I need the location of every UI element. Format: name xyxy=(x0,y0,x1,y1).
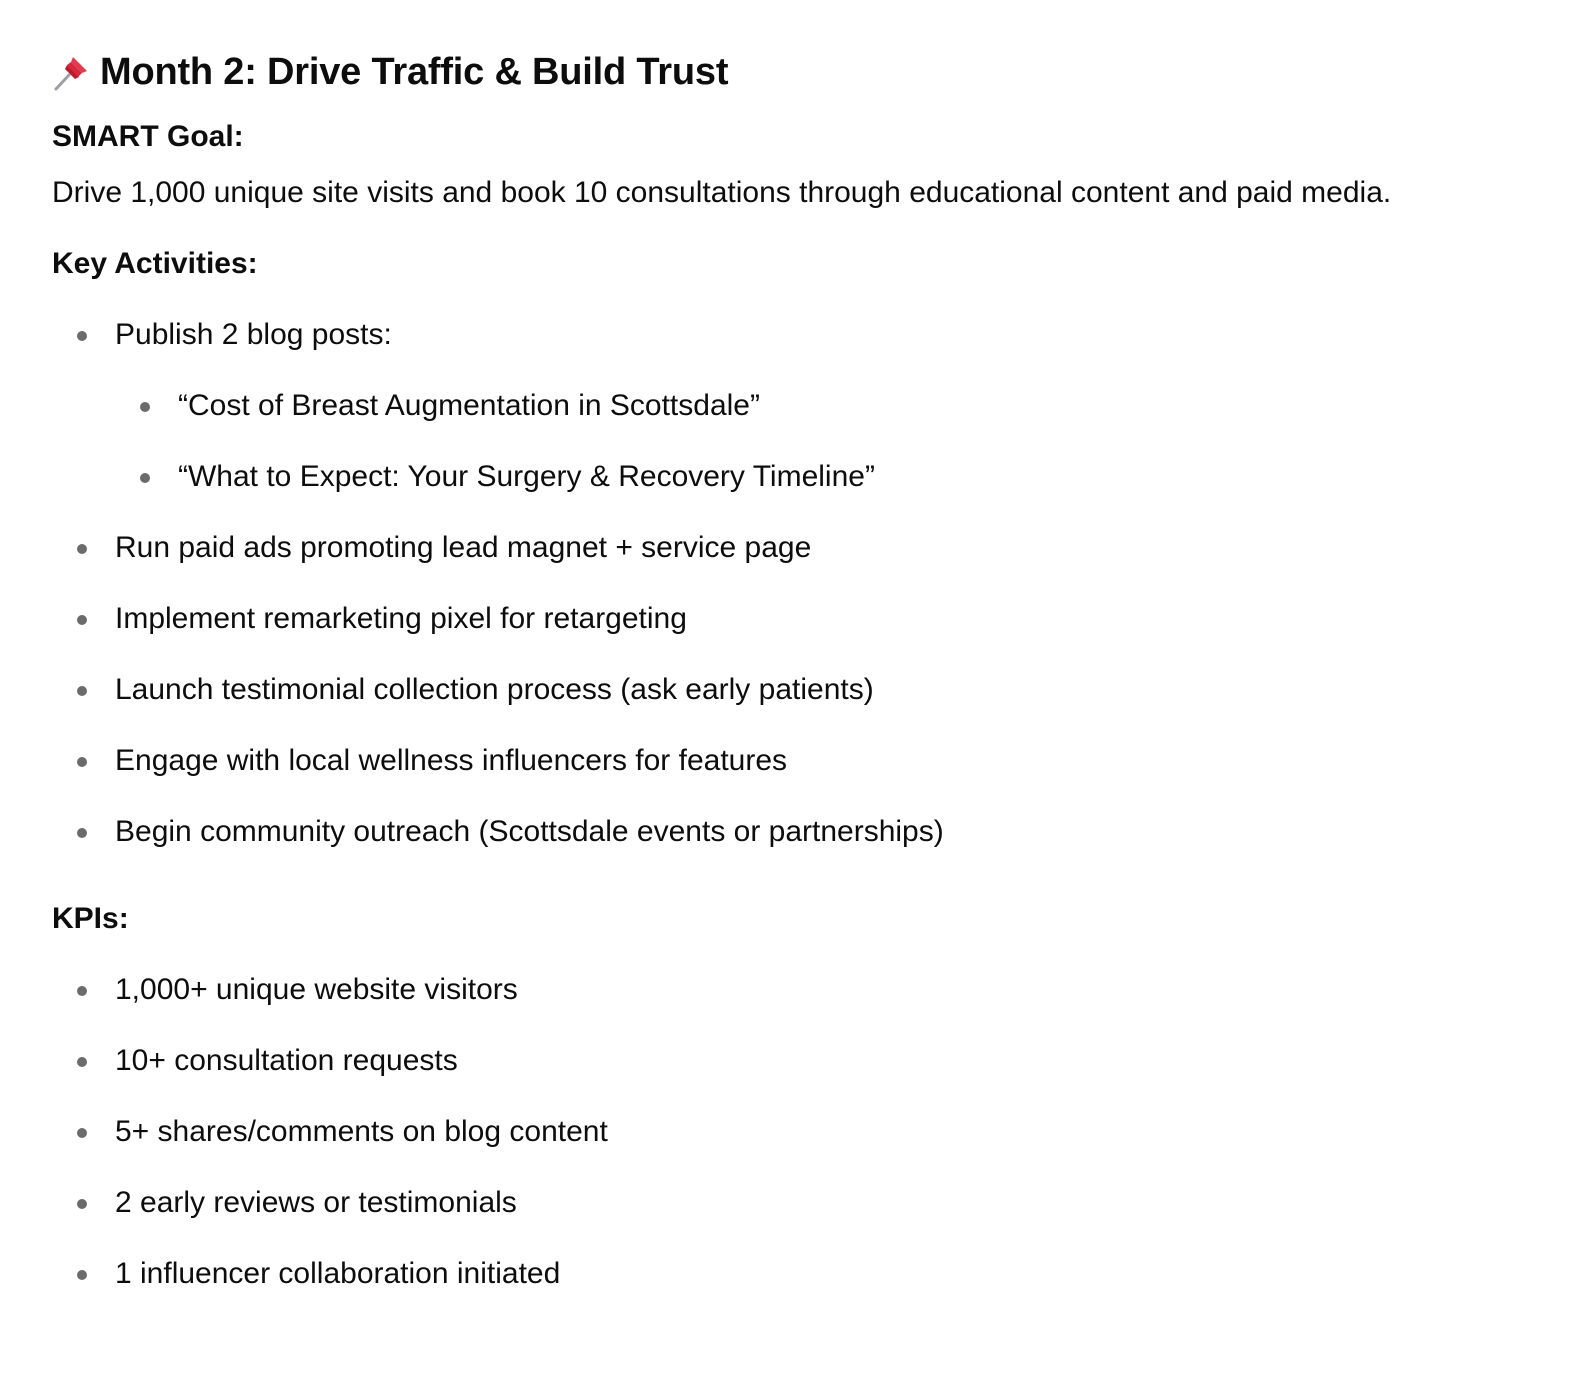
list-item xyxy=(52,812,1584,852)
list-item xyxy=(52,1254,1584,1294)
pushpin-icon xyxy=(52,52,92,92)
list-item xyxy=(52,741,1584,781)
key-activities-label: Key Activities: xyxy=(52,247,258,280)
list-item xyxy=(52,670,1584,710)
list-item-text: 1,000+ unique website visitors xyxy=(115,973,518,1006)
key-activities-list xyxy=(52,315,1584,852)
smart-goal-text: Drive 1,000 unique site visits and book 10 consultations through educational content and paid media. xyxy=(52,176,1392,209)
list-item-text: Run paid ads promoting lead magnet + service page xyxy=(115,531,812,564)
list-item xyxy=(52,1112,1584,1152)
list-item-text: 10+ consultation requests xyxy=(115,1044,458,1077)
list-item-text: Engage with local wellness influencers for features xyxy=(115,744,788,777)
list-item xyxy=(115,457,1584,497)
list-item xyxy=(52,1041,1584,1081)
list-item xyxy=(115,386,1584,426)
page-title-text: Month 2: Drive Traffic & Build Trust xyxy=(100,50,729,93)
list-item-text: Launch testimonial collection process (ask early patients) xyxy=(115,673,874,706)
page-title xyxy=(52,44,1584,100)
list-item xyxy=(52,528,1584,568)
list-item xyxy=(52,599,1584,639)
blog-posts-sublist xyxy=(115,386,1584,497)
list-item-text: Begin community outreach (Scottsdale events or partnerships) xyxy=(115,815,944,848)
smart-goal-label: SMART Goal: xyxy=(52,120,244,153)
list-item-text: 2 early reviews or testimonials xyxy=(115,1186,517,1219)
list-item-text: 1 influencer collaboration initiated xyxy=(115,1257,561,1290)
list-item xyxy=(52,315,1584,497)
list-item-text: Implement remarketing pixel for retargeting xyxy=(115,602,687,635)
list-item-text: 5+ shares/comments on blog content xyxy=(115,1115,608,1148)
list-item-text: Publish 2 blog posts: xyxy=(115,318,392,351)
kpis-list xyxy=(52,970,1584,1294)
list-item xyxy=(52,1183,1584,1223)
list-item-text: “Cost of Breast Augmentation in Scottsdale” xyxy=(178,389,760,422)
kpis-label: KPIs: xyxy=(52,902,129,935)
list-item-text: “What to Expect: Your Surgery & Recovery Timeline” xyxy=(178,460,875,493)
list-item xyxy=(52,970,1584,1010)
